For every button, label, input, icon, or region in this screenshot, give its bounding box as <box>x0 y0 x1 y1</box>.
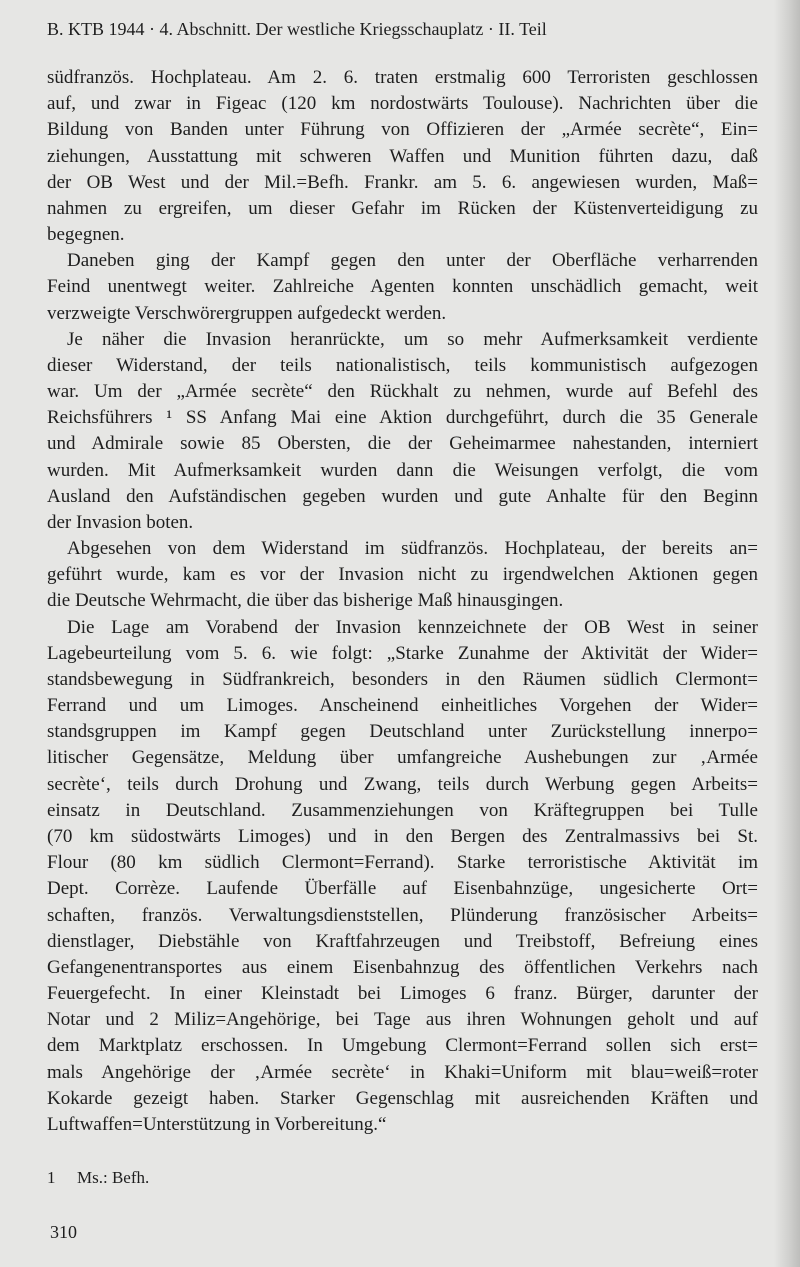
text-line: Ausland den Aufständischen gegeben wurden und gute Anhalte für den Beginn <box>47 485 758 507</box>
page-edge-shadow <box>774 0 800 1267</box>
text-line: standsbewegung in Südfrankreich, besonders in den Räumen südlich Clermont= <box>47 668 758 690</box>
text-line: Die Lage am Vorabend der Invasion kennzeichnete der OB West in seiner <box>67 616 758 638</box>
page-number: 310 <box>50 1222 77 1242</box>
text-line: Notar und 2 Miliz=Angehörige, bei Tage aus ihren Wohnungen geholt und auf <box>47 1009 758 1031</box>
text-line: Luftwaffen=Unterstützung in Vorbereitung.“ <box>47 1113 387 1135</box>
text-line: und Admirale sowie 85 Obersten, die der Geheimarmee nahestanden, interniert <box>47 433 758 455</box>
text-line: Feind unentwegt weiter. Zahlreiche Agenten konnten unschädlich gemacht, weit <box>47 276 758 298</box>
text-line: Feuergefecht. In einer Kleinstadt bei Limoges 6 franz. Bürger, darunter der <box>47 983 758 1005</box>
text-line: wurden. Mit Aufmerksamkeit wurden dann die Weisungen verfolgt, die vom <box>47 459 758 481</box>
text-line: dem Marktplatz erschossen. In Umgebung Clermont=Ferrand sollen sich erst= <box>47 1035 758 1057</box>
text-line: Reichsführers ¹ SS Anfang Mai eine Aktion durchgeführt, durch die 35 Generale <box>47 407 758 429</box>
text-line: Bildung von Banden unter Führung von Offizieren der „Armée secrète“, Ein= <box>47 119 758 141</box>
text-line: schaften, französ. Verwaltungsdienststellen, Plünderung französischer Arbeits= <box>47 904 758 926</box>
text-line: verzweigte Verschwörergruppen aufgedeckt werden. <box>47 302 447 324</box>
paragraph <box>47 248 758 327</box>
text-line: der OB West und der Mil.=Befh. Frankr. am 5. 6. angewiesen wurden, Maß= <box>47 171 758 193</box>
paragraph <box>47 615 758 1138</box>
text-line: Daneben ging der Kampf gegen den unter der Oberfläche verharrenden <box>67 250 758 272</box>
footnote-text: Ms.: Befh. <box>77 1168 150 1187</box>
text-line: auf, und zwar in Figeac (120 km nordostwärts Toulouse). Nachrichten über die <box>47 93 758 115</box>
text-line: die Deutsche Wehrmacht, die über das bisherige Maß hinausgingen. <box>47 590 564 612</box>
text-line: begegnen. <box>47 224 125 246</box>
text-line: ziehungen, Ausstattung mit schweren Waffen und Munition führten dazu, daß <box>47 145 758 167</box>
text-line: südfranzös. Hochplateau. Am 2. 6. traten erstmalig 600 Terroristen geschlossen <box>47 67 758 88</box>
text-line: Je näher die Invasion heranrückte, um so mehr Aufmerksamkeit verdiente <box>67 328 758 350</box>
text-line: mals Angehörige der ‚Armée secrète‘ in Khaki=Uniform mit blau=weiß=roter <box>47 1061 758 1083</box>
text-line: der Invasion boten. <box>47 511 194 533</box>
body-text <box>47 65 758 1138</box>
text-line: litischer Gegensätze, Meldung über umfangreiche Aushebungen zur ‚Armée <box>47 747 758 769</box>
paragraph <box>47 327 758 536</box>
running-header: B. KTB 1944 · 4. Abschnitt. Der westliche Kriegsschauplatz · II. Teil <box>47 19 547 39</box>
text-line: nahmen zu ergreifen, um dieser Gefahr im Rücken der Küstenverteidigung zu <box>47 197 758 219</box>
footnote <box>47 1166 149 1190</box>
text-line: war. Um der „Armée secrète“ den Rückhalt zu nehmen, wurde auf Befehl des <box>47 381 758 403</box>
text-line: Dept. Corrèze. Laufende Überfälle auf Eisenbahnzüge, ungesicherte Ort= <box>47 878 758 900</box>
text-line: standsgruppen im Kampf gegen Deutschland unter Zurückstellung innerpo= <box>47 721 758 743</box>
text-line: secrète‘, teils durch Drohung und Zwang, teils durch Werbung gegen Arbeits= <box>47 773 758 795</box>
text-line: einsatz in Deutschland. Zusammenziehungen von Kräftegruppen bei Tulle <box>47 799 758 821</box>
text-line: dienstlager, Diebstähle von Kraftfahrzeugen und Treibstoff, Befreiung eines <box>47 930 758 952</box>
paragraph <box>47 536 758 615</box>
text-line: Gefangenentransportes aus einem Eisenbahnzug des öffentlichen Verkehrs nach <box>47 956 758 978</box>
text-line: Flour (80 km südlich Clermont=Ferrand). Starke terroristische Aktivität im <box>47 852 758 874</box>
paragraph <box>47 65 758 248</box>
text-line: geführt wurde, kam es vor der Invasion nicht zu irgendwelchen Aktionen gegen <box>47 564 758 586</box>
footnote-number: 1 <box>47 1168 56 1187</box>
text-line: (70 km südostwärts Limoges) und in den Bergen des Zentralmassivs bei St. <box>47 825 758 847</box>
text-line: Ferrand und um Limoges. Anscheinend einheitliches Vorgehen der Wider= <box>47 695 758 717</box>
text-line: Abgesehen von dem Widerstand im südfranzös. Hochplateau, der bereits an= <box>67 538 758 560</box>
text-line: dieser Widerstand, der teils nationalistisch, teils kommunistisch aufgezogen <box>47 354 758 376</box>
text-line: Kokarde gezeigt haben. Starker Gegenschlag mit ausreichenden Kräften und <box>47 1087 758 1109</box>
text-line: Lagebeurteilung vom 5. 6. wie folgt: „Starke Zunahme der Aktivität der Wider= <box>47 642 758 664</box>
